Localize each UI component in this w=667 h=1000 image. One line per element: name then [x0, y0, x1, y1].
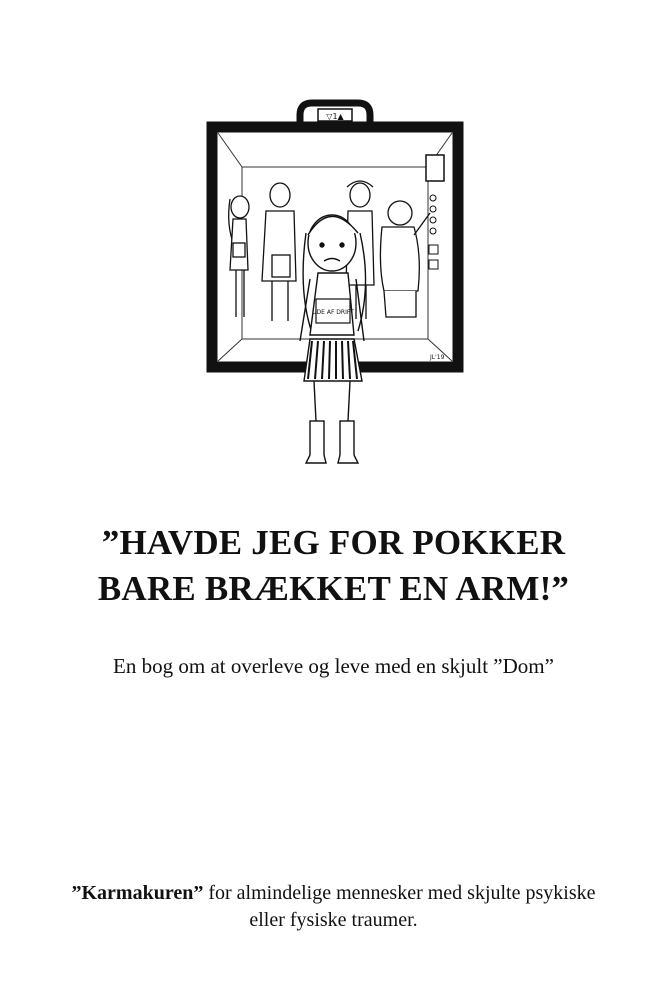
footer-tagline [20, 880, 647, 934]
title-line-2: BARE BRÆKKET EN ARM!” [97, 569, 570, 608]
sign-text: UDE AF DRIFT [312, 309, 354, 316]
footer-bold: ”Karmakuren” [71, 882, 204, 904]
artist-signature: JL'19 [430, 354, 445, 361]
book-subtitle: En bog om at overleve og leve med en skjult ”Dom” [113, 654, 554, 678]
book-title [0, 520, 667, 612]
footer-text: for almindelige mennesker med skjulte psykiske [203, 882, 596, 904]
floor-indicator-text: ▽1▲ [326, 112, 344, 121]
elevator-illustration [200, 95, 470, 475]
footer-line-2: eller fysiske traumer. [249, 909, 418, 931]
title-line-1: ”HAVDE JEG FOR POKKER [101, 523, 566, 562]
